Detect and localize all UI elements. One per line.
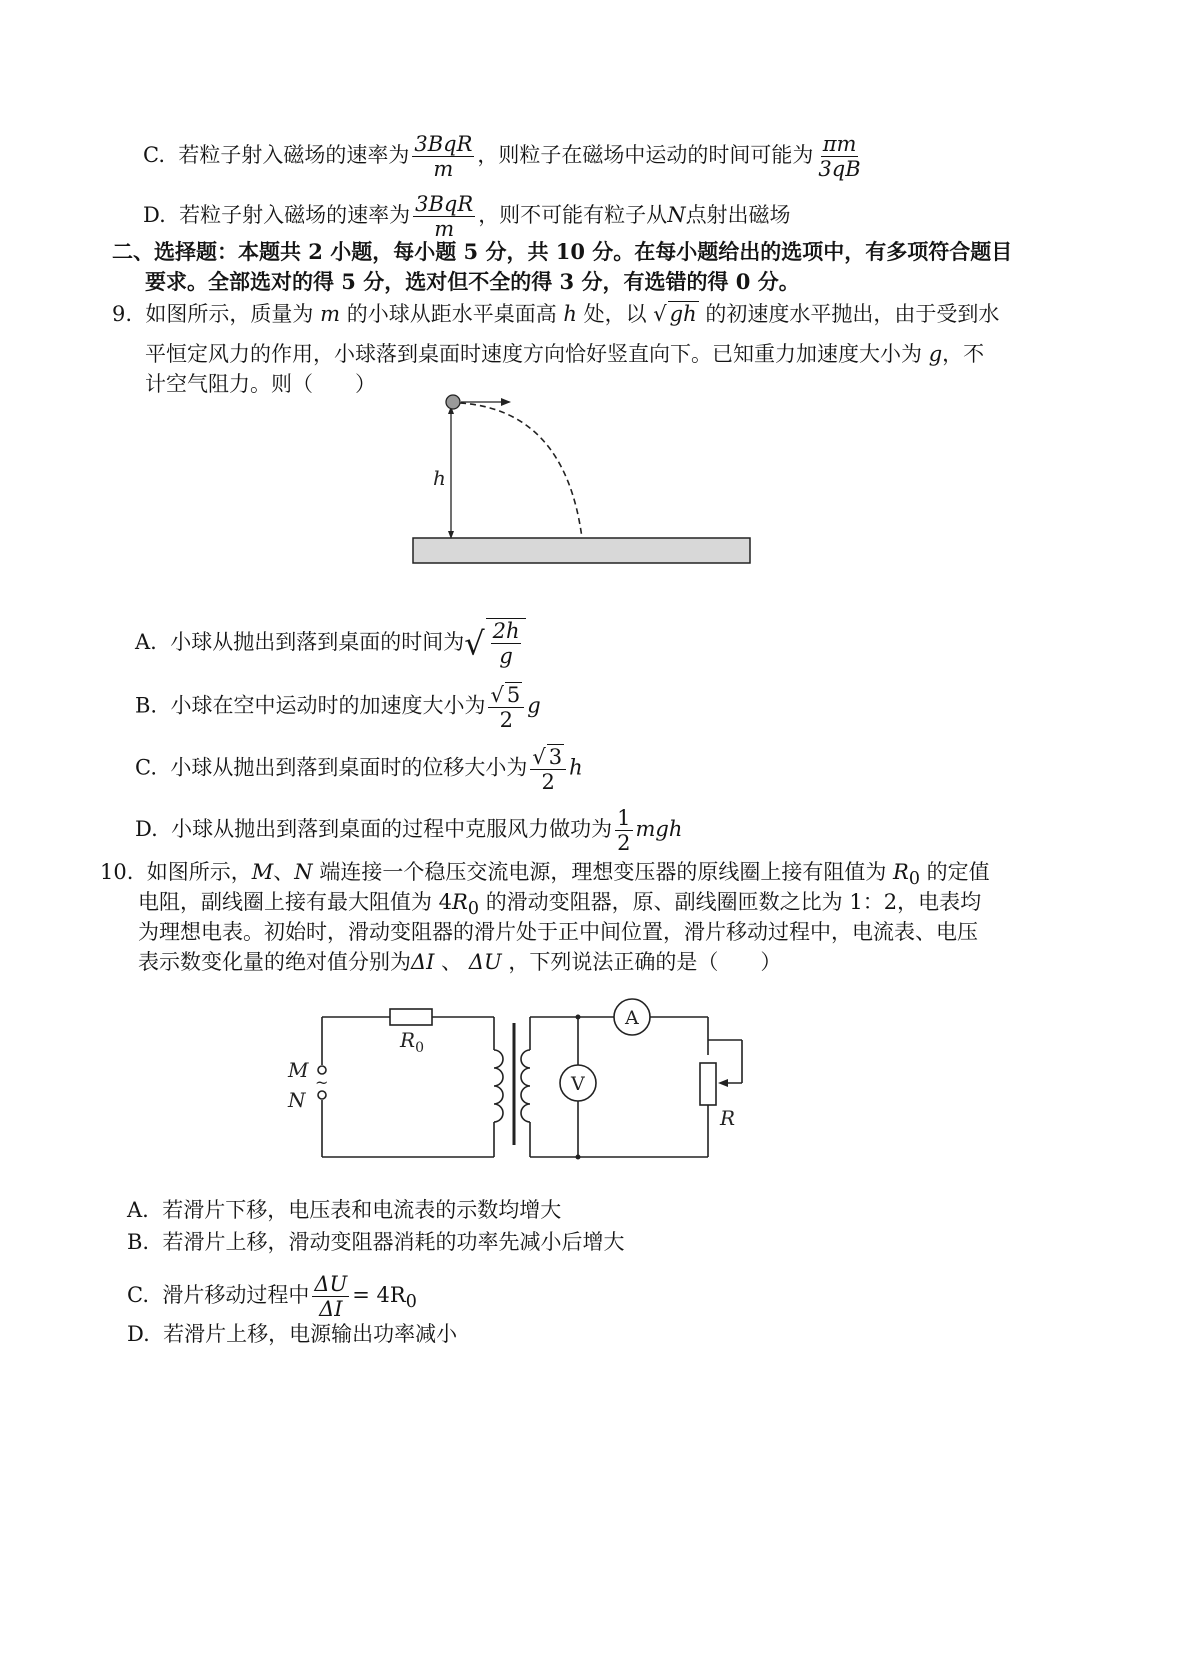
option-label: D.	[127, 1322, 150, 1346]
q9-option-b[interactable]: B. 小球在空中运动时的加速度大小为 $\frac{√ 5}{2}$ g	[135, 683, 541, 732]
option-label: D.	[135, 817, 158, 841]
option-label: B.	[135, 693, 158, 718]
option-text: 若粒子射入磁场的速率为	[178, 143, 410, 167]
height-label: h	[433, 466, 446, 490]
displacement-fraction: $\frac{√ 3}{2}$	[530, 744, 566, 794]
q10-option-b[interactable]	[127, 1228, 624, 1256]
section-heading-line2: 要求。全部选对的得 5 分，选对但不全的得 3 分，有选错的得 0 分。	[145, 269, 800, 294]
time-fraction: $\frac{\pi m}{3qB}$	[818, 132, 861, 181]
option-label: D.	[143, 203, 166, 227]
table-surface	[413, 538, 750, 563]
point-label: N	[667, 203, 686, 227]
q9-option-c[interactable]: C. 小球从抛出到落到桌面时的位移大小为 $\frac{√ 3}{2}$ h	[135, 745, 583, 794]
option-text: 若滑片上移，电源输出功率减小	[163, 1322, 458, 1346]
option-text: 若滑片下移，电压表和电流表的示数均增大	[162, 1198, 562, 1222]
q9-stem-line3: 计空气阻力。则（ ）	[145, 372, 376, 396]
speed-fraction: $\frac{\text{3BqR}}{m}$	[414, 132, 473, 181]
m-label: M	[288, 1058, 309, 1082]
q9-figure	[405, 388, 765, 568]
option-label: A.	[135, 630, 157, 654]
n-label: N	[288, 1088, 306, 1112]
option-text: 滑片移动过程中	[162, 1283, 310, 1307]
r0-label: $R_0$	[400, 1028, 424, 1056]
voltmeter-label: V	[571, 1073, 585, 1095]
q8-option-d[interactable]	[143, 192, 791, 241]
question-number: 9.	[112, 302, 133, 326]
q8-option-c[interactable]	[143, 132, 866, 181]
option-text-b: 点射出磁场	[685, 203, 791, 227]
q9-option-d[interactable]: D. 小球从抛出到落到桌面的过程中克服风力做功为 $\frac{1}{2}$ mgh	[135, 806, 683, 855]
option-label: C.	[143, 143, 165, 167]
section-heading-line1: 二、选择题：本题共 2 小题，每小题 5 分，共 10 分。在每小题给出的选项中，有多项符合题目	[112, 239, 1013, 264]
rheostat	[700, 1063, 716, 1105]
q10-circuit	[280, 995, 760, 1175]
q10-option-c[interactable]: C. 滑片移动过程中 $\frac{\Delta U}{\Delta I}$ = $4R_0$	[127, 1272, 417, 1321]
primary-coil	[494, 1050, 503, 1122]
option-text: 小球从抛出到落到桌面的过程中克服风力做功为	[171, 817, 613, 841]
trajectory	[460, 403, 582, 538]
option-text: 若粒子射入磁场的速率为	[179, 203, 411, 227]
ball	[446, 395, 460, 409]
q10-option-d[interactable]	[127, 1320, 457, 1348]
option-text: 小球在空中运动时的加速度大小为	[170, 693, 486, 718]
acceleration-fraction: $\frac{√ 5}{2}$	[488, 682, 524, 732]
resistor-r0	[390, 1009, 432, 1025]
q10-option-a[interactable]	[127, 1196, 561, 1224]
option-text: 小球从抛出到落到桌面时的位移大小为	[170, 755, 528, 780]
work-fraction: $\frac{1}{2}$	[617, 806, 631, 855]
q10-stem-line3: 为理想电表。初始时，滑动变阻器的滑片处于正中间位置，滑片移动过程中，电流表、电压	[138, 920, 978, 944]
q9-stem-line2: 平恒定风力的作用，小球落到桌面时速度方向恰好竖直向下。已知重力加速度大小为 g，不	[145, 342, 985, 366]
time-formula: $\frac{2h}{g}$	[486, 618, 527, 668]
sqrt-gh: gh	[669, 302, 697, 326]
q10-stem-line2: 电阻，副线圈上接有最大阻值为 $4R_0$ 的滑动变阻器，原、副线圈匝数之比为 1：2，电表均	[138, 890, 982, 920]
q10-stem-line1: 10. 如图所示，M、N 端连接一个稳压交流电源，理想变压器的原线圈上接有阻值为 $R_0$ 的定值	[100, 860, 990, 890]
option-label: C.	[135, 755, 157, 780]
secondary-coil	[521, 1050, 530, 1122]
q10-stem-line4: 表示数变化量的绝对值分别为ΔI 、 ΔU ，下列说法正确的是（ ）	[138, 950, 782, 974]
option-label: A.	[127, 1198, 149, 1222]
ac-symbol: ~	[315, 1073, 329, 1092]
ammeter-label: A	[625, 1007, 639, 1029]
option-text: 小球从抛出到落到桌面的时间为	[170, 630, 465, 654]
option-label: C.	[127, 1283, 149, 1307]
option-text: 若滑片上移，滑动变阻器消耗的功率先减小后增大	[162, 1230, 625, 1254]
rheostat-label: R	[720, 1106, 736, 1130]
question-number: 10.	[100, 860, 134, 884]
speed-fraction: $\frac{\text{3BqR}}{m}$	[415, 192, 474, 241]
option-text-mid: ，则粒子在磁场中运动的时间可能为	[477, 143, 814, 167]
q9-stem-line1: 9. 如图所示，质量为 m 的小球从距水平桌面高 h 处，以 √ gh 的初速度水平抛出，由于受到水	[112, 302, 1000, 326]
option-label: B.	[127, 1230, 150, 1254]
option-text-a: ，则不可能有粒子从	[478, 203, 668, 227]
q9-option-a[interactable]: A. 小球从抛出到落到桌面的时间为√ $\frac{2h}{g}$	[135, 618, 526, 668]
terminal-n	[318, 1091, 326, 1099]
ratio-fraction: $\frac{\Delta U}{\Delta I}$	[314, 1272, 348, 1321]
